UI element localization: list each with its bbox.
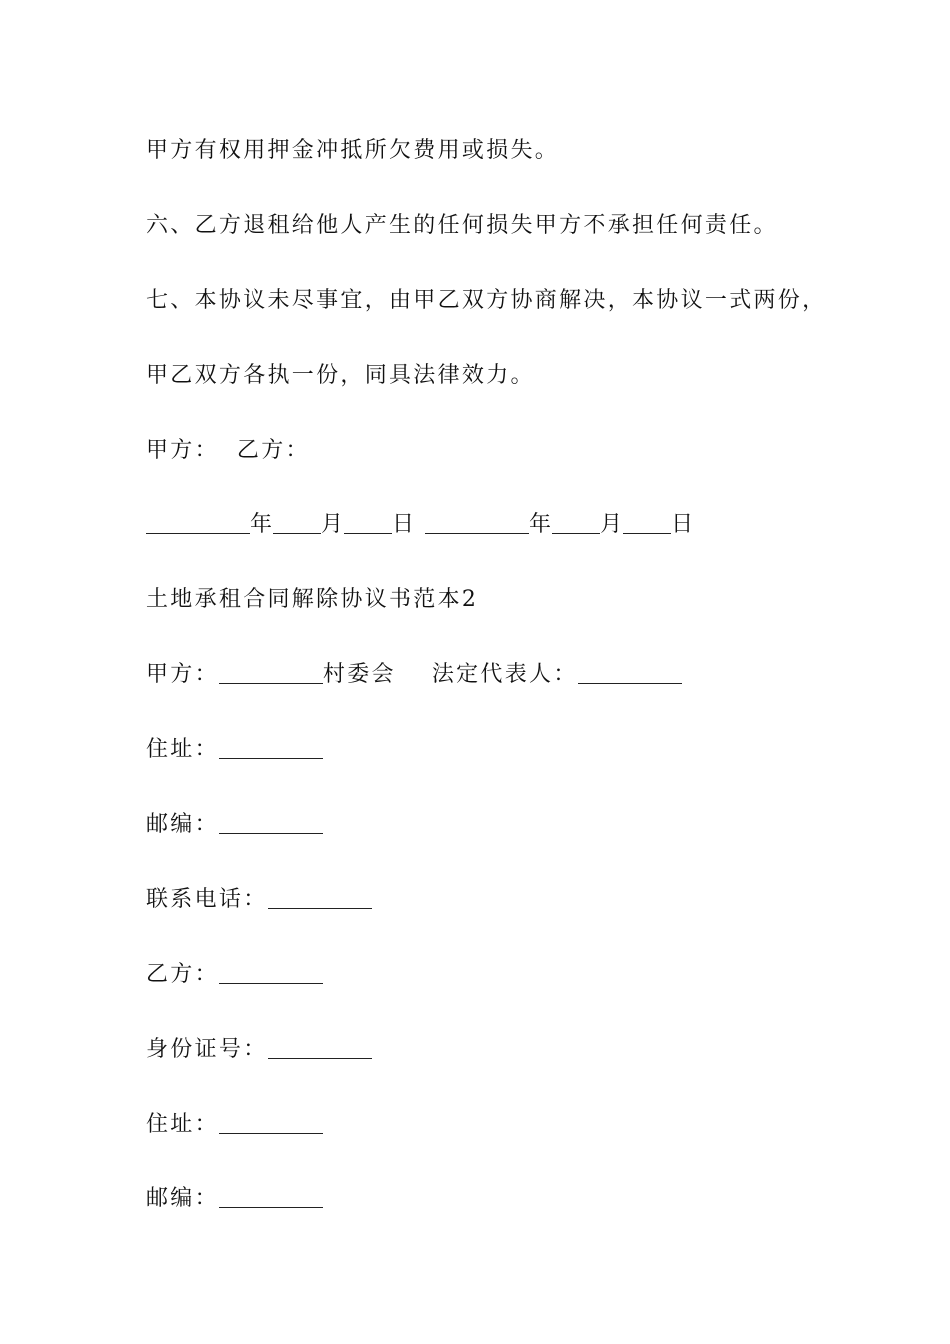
party-a-line (146, 660, 682, 690)
postcode-label: 邮编： (146, 1186, 219, 1211)
party-b-signature-label: 乙方： (236, 438, 310, 463)
party-b-label: 乙方： (146, 962, 219, 987)
party-a-signature-label: 甲方： (146, 438, 219, 463)
year-label-a: 年 (250, 512, 274, 537)
day-blank-a (344, 513, 392, 534)
month-blank-b (552, 513, 600, 534)
legal-rep-label: 法定代表人： (431, 662, 578, 687)
postcode-field-b (146, 1184, 323, 1214)
id-number-blank (268, 1038, 372, 1059)
postcode-label: 邮编： (146, 812, 219, 837)
phone-blank (268, 888, 372, 909)
section-title (146, 585, 478, 615)
date-line (146, 510, 694, 540)
year-blank-a (146, 513, 250, 534)
party-a-label: 甲方： (146, 662, 219, 687)
village-committee-label: 村委会 (322, 662, 396, 687)
phone-field (146, 885, 372, 915)
party-b-blank (219, 963, 323, 984)
phone-label: 联系电话： (146, 887, 268, 912)
clause-seven-continued (146, 361, 535, 391)
address-label: 住址： (146, 737, 219, 762)
year-label-b: 年 (529, 512, 553, 537)
month-label-b: 月 (600, 512, 624, 537)
clause-text: 甲乙双方各执一份，同具法律效力。 (146, 363, 535, 388)
month-label-a: 月 (321, 512, 345, 537)
party-b-field (146, 960, 323, 990)
address-label: 住址： (146, 1112, 219, 1137)
postcode-blank (219, 813, 323, 834)
day-label-b: 日 (671, 512, 695, 537)
paragraph-text: 甲方有权用押金冲抵所欠费用或损失。 (146, 138, 560, 163)
year-blank-b (425, 513, 529, 534)
postcode-field-a (146, 810, 323, 840)
section-title-text: 土地承租合同解除协议书范本2 (146, 587, 479, 612)
clause-seven (146, 286, 826, 316)
address-field-a (146, 735, 323, 765)
month-blank-a (273, 513, 321, 534)
address-field-b (146, 1110, 323, 1140)
village-blank (219, 663, 323, 684)
id-number-field (146, 1035, 372, 1065)
postcode-blank (219, 1187, 323, 1208)
day-label-a: 日 (392, 512, 416, 537)
address-blank (219, 738, 323, 759)
address-blank (219, 1113, 323, 1134)
clause-text: 七、本协议未尽事宜，由甲乙双方协商解决，本协议一式两份， (146, 288, 827, 313)
legal-rep-blank (578, 663, 682, 684)
clause-six (146, 211, 778, 241)
id-number-label: 身份证号： (146, 1037, 268, 1062)
day-blank-b (623, 513, 671, 534)
clause-text: 六、乙方退租给他人产生的任何损失甲方不承担任何责任。 (146, 213, 778, 238)
paragraph-deposit (146, 136, 559, 166)
signature-line (146, 436, 310, 466)
